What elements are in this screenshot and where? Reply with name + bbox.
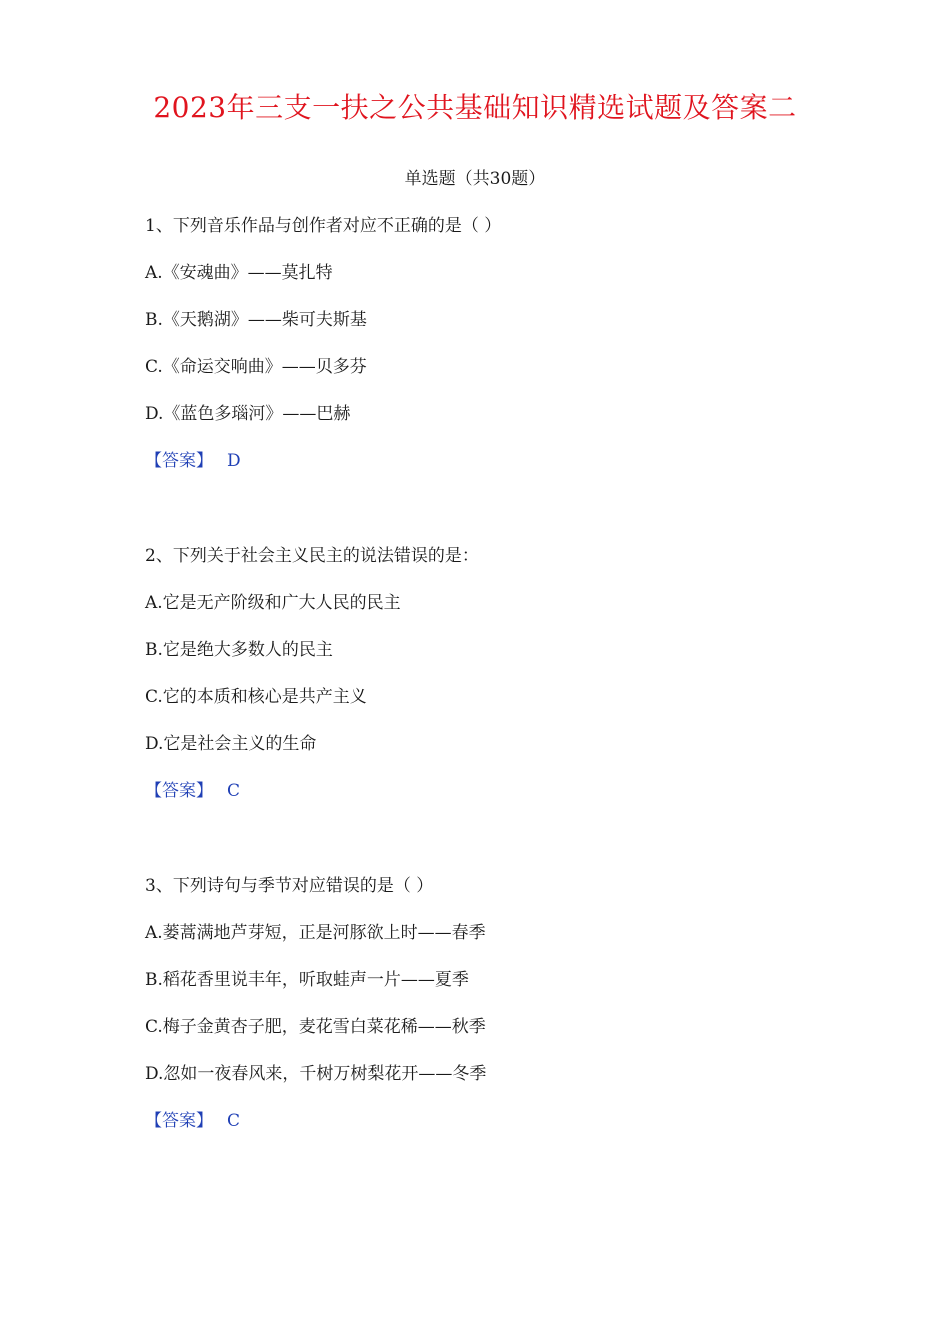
- option-b: B.它是绝大多数人的民主: [145, 640, 333, 660]
- answer-value: D: [227, 451, 241, 471]
- answer-line: [145, 1108, 845, 1134]
- option-a: A.它是无产阶级和广大人民的民主: [145, 593, 401, 613]
- answer-value: C: [227, 781, 241, 801]
- option-a: A.蒌蒿满地芦芽短，正是河豚欲上时——春季: [145, 923, 486, 943]
- question-stem: 1、下列音乐作品与创作者对应不正确的是（ ）: [145, 216, 502, 236]
- page-title: 2023年三支一扶之公共基础知识精选试题及答案二: [153, 91, 797, 124]
- option-d: D.《蓝色多瑙河》——巴赫: [145, 404, 351, 424]
- question-stem: 2、下列关于社会主义民主的说法错误的是：: [145, 546, 479, 566]
- section-heading: 单选题（共30题）: [404, 169, 546, 189]
- question-stem: 3、下列诗句与季节对应错误的是（ ）: [145, 876, 434, 896]
- question-block: [145, 213, 845, 474]
- question-block: [145, 873, 845, 1134]
- option-c: C.《命运交响曲》——贝多芬: [145, 357, 367, 377]
- option-d: D.忽如一夜春风来，千树万树梨花开——冬季: [145, 1064, 487, 1084]
- answer-label: 【答案】: [145, 781, 213, 801]
- answer-line: [145, 778, 845, 804]
- question-block: [145, 543, 845, 804]
- option-c: C.它的本质和核心是共产主义: [145, 687, 367, 707]
- answer-line: [145, 448, 845, 474]
- answer-value: C: [227, 1111, 241, 1131]
- option-c: C.梅子金黄杏子肥，麦花雪白菜花稀——秋季: [145, 1017, 486, 1037]
- answer-label: 【答案】: [145, 451, 213, 471]
- option-a: A.《安魂曲》——莫扎特: [145, 263, 333, 283]
- option-b: B.稻花香里说丰年，听取蛙声一片——夏季: [145, 970, 469, 990]
- option-d: D.它是社会主义的生命: [145, 734, 317, 754]
- answer-label: 【答案】: [145, 1111, 213, 1131]
- option-b: B.《天鹅湖》——柴可夫斯基: [145, 310, 367, 330]
